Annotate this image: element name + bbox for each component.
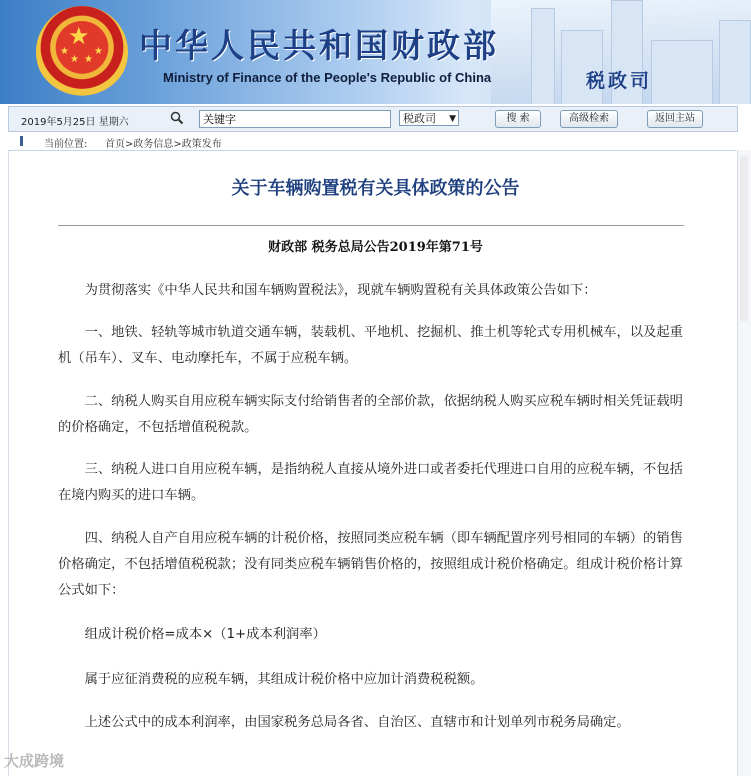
return-home-button[interactable]: 返回主站 <box>647 110 703 128</box>
paragraph-1: 一、地铁、轻轨等城市轨道交通车辆，装载机、平地机、挖掘机、推土机等轮式专用机械车，以及起重机（吊车）、叉车、电动摩托车，不属于应税车辆。 <box>58 325 683 366</box>
paragraph-2: 二、纳税人购买自用应税车辆实际支付给销售者的全部价款，依据纳税人购买应税车辆时相关凭证载明的价格确定，不包括增值税税款。 <box>58 394 683 435</box>
paragraph-4: 四、纳税人自产自用应税车辆的计税价格，按照同类应税车辆（即车辆配置序列号相同的车辆）的销售价格确定，不包括增值税税款；没有同类应税车辆销售价格的，按照组成计税价格确定。组成计税价格计算公式如下： <box>58 531 683 598</box>
keyword-search-input[interactable] <box>199 110 391 128</box>
site-title-en: Ministry of Finance of the People's Republic of China <box>163 70 492 85</box>
paragraph-6: 上述公式中的成本利润率，由国家税务总局各省、自治区、直辖市和计划单列市税务局确定。 <box>84 715 630 730</box>
department-label: 税政司 <box>586 70 653 92</box>
paragraph-3: 三、纳税人进口自用应税车辆，是指纳税人直接从境外进口或者委托代理进口自用的应税车辆，不包括在境内购买的进口车辆。 <box>58 462 683 503</box>
article-title: 关于车辆购置税有关具体政策的公告 <box>231 178 520 199</box>
document-number: 财政部 税务总局公告2019年第71号 <box>268 240 483 255</box>
site-title-cn: 中华人民共和国财政部 <box>139 26 499 65</box>
chevron-down-icon: ▼ <box>449 114 456 124</box>
breadcrumb-label: 当前位置: <box>44 139 88 150</box>
watermark: 大成跨境 <box>4 752 65 770</box>
advanced-search-button[interactable]: 高级检索 <box>560 110 618 128</box>
location-bar-icon <box>20 136 23 146</box>
site-header-banner <box>0 0 751 104</box>
magnifier-icon[interactable] <box>169 110 185 126</box>
breadcrumb <box>8 132 736 151</box>
paragraph-intro: 为贯彻落实《中华人民共和国车辆购置税法》，现就车辆购置税有关具体政策公告如下： <box>84 283 597 298</box>
title-divider <box>58 225 684 226</box>
national-emblem-icon[interactable]: ★ ★ ★ ★ ★ <box>36 6 128 98</box>
department-select-value: 税政司 <box>403 112 436 125</box>
search-button[interactable]: 搜 索 <box>495 110 541 128</box>
current-date: 2019年5月25日 星期六 <box>21 117 129 128</box>
breadcrumb-path[interactable]: 首页>政务信息>政策发布 <box>105 139 222 150</box>
search-toolbar <box>8 106 738 132</box>
department-select[interactable] <box>399 110 459 126</box>
paragraph-5: 属于应征消费税的应税车辆，其组成计税价格中应加计消费税税额。 <box>84 672 484 687</box>
formula: 组成计税价格=成本×（1+成本利润率） <box>84 627 326 642</box>
